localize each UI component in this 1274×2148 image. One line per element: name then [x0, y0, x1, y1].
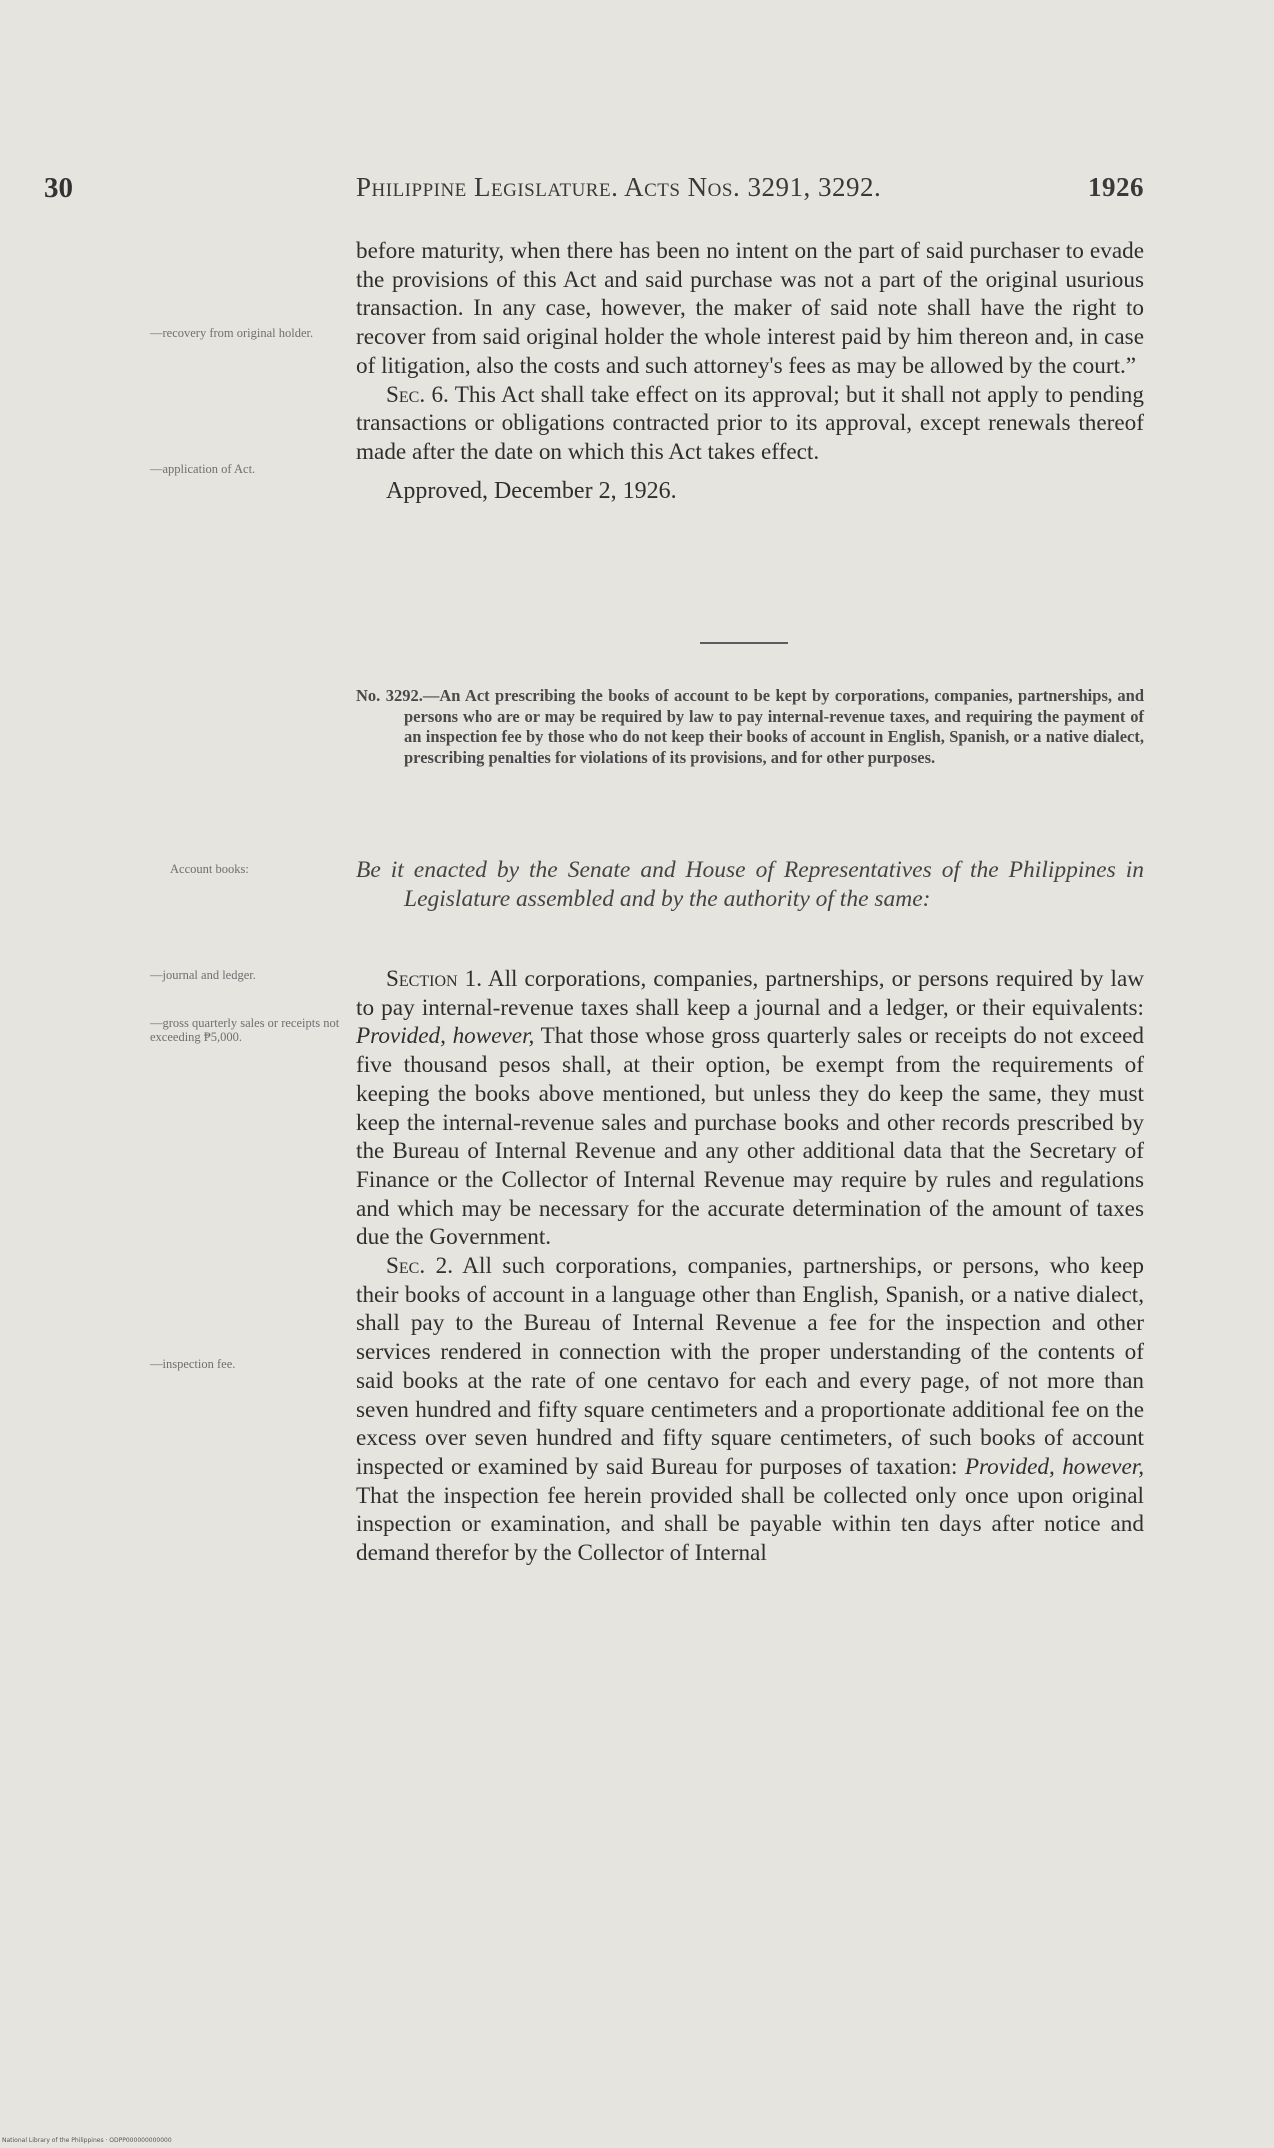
section-2-label: Sec. 2.: [386, 1253, 454, 1280]
section-1-paragraph: [356, 965, 1144, 1252]
act-3292-body: [356, 965, 1144, 1568]
page-number: 30: [44, 172, 73, 204]
section-1-text-a: All corporations, companies, partnerships, or persons required by law to pay internal-revenue taxes shall keep a journal and a ledger, or their equivalents:: [356, 966, 1144, 1021]
act-3292-title: No. 3292.—An Act prescribing the books of account to be kept by corporations, companies, partnerships, and persons who are or may be required by law to pay internal-revenue taxes, and requiring the payment of an inspection fee by those who do not keep their books of account in English, Spanish, or a native dialect, prescribing penalties for violations of its provisions, and for other purposes.: [356, 686, 1144, 767]
running-head-year: 1926: [1088, 172, 1144, 202]
continuation-paragraph: before maturity, when there has been no intent on the part of said purchaser to evade the provisions of this Act and said purchase was not a part of the original usurious transaction. In any case, however, the maker of said note shall have the right to recover from said original holder the whole interest paid by him thereon and, in case of litigation, also the costs and such attorney's fees as may be allowed by the court.”: [356, 238, 1144, 379]
margin-note-inspection: —inspection fee.: [150, 1357, 236, 1371]
section-6-label: Sec. 6.: [386, 381, 449, 408]
enacting-clause: Be it enacted by the Senate and House of Representatives of the Philippines in Legislature assembled and by the authority of the same:: [356, 857, 1144, 912]
running-head-title: Philippine Legislature. Acts Nos. 3291, 3292.: [356, 172, 882, 202]
margin-note-account-books: Account books:: [170, 862, 249, 876]
act-3291-section: [356, 237, 1144, 505]
margin-note-gross: —gross quarterly sales or receipts not exceeding ₱5,000.: [150, 1016, 340, 1044]
section-6-paragraph: [356, 381, 1144, 467]
margin-note-recovery: —recovery from original holder.: [150, 326, 314, 340]
section-2-text-b: That the inspection fee herein provided shall be collected only once upon original inspection or examination, and shall be payable within ten days after notice and demand therefor by the Collector of Internal: [356, 1482, 1144, 1567]
margin-note-journal: —journal and ledger.: [150, 968, 256, 982]
section-2-text-a: All such corporations, companies, partnerships, or persons, who keep their books of account in a language other than English, Spanish, or a native dialect, shall pay to the Bureau of Internal Revenue a fee for the inspection and other services rendered in connection with the proper understanding of the contents of said books at the rate of one centavo for each and every page, of not more than seven hundred and fifty square centimeters and a proportionate additional fee on the excess over seven hundred and fifty square centimeters, of such books of account inspected or examined by said Bureau for purposes of taxation:: [356, 1253, 1144, 1480]
section-1-label: Section 1.: [386, 966, 483, 992]
section-1-proviso: Provided, however,: [356, 1023, 535, 1050]
section-1-text-b: That those whose gross quarterly sales or receipts do not exceed five thousand pesos shall, at their option, be exempt from the requirements of keeping the books above mentioned, but unless they do keep the same, they must keep the internal-revenue sales and purchase books and other records prescribed by the Bureau of Internal Revenue and any other additional data that the Secretary of Finance or the Collector of Internal Revenue may require by rules and regulations and which may be necessary for the accurate determination of the amount of taxes due the Government.: [356, 1023, 1144, 1251]
running-head: [356, 172, 1144, 203]
section-2-paragraph: [356, 1252, 1144, 1568]
footer-credit: National Library of the Philippines · ODPP000000000000: [2, 2137, 172, 2144]
approval-line: Approved, December 2, 1926.: [386, 477, 677, 504]
section-2-proviso: Provided, however,: [964, 1453, 1144, 1480]
section-6-text: This Act shall take effect on its approval; but it shall not apply to pending transactions or obligations contracted prior to its approval, except renewals thereof made after the date on which this Act takes effect.: [356, 381, 1144, 465]
section-divider: [700, 642, 788, 644]
margin-note-application: —application of Act.: [150, 462, 256, 476]
